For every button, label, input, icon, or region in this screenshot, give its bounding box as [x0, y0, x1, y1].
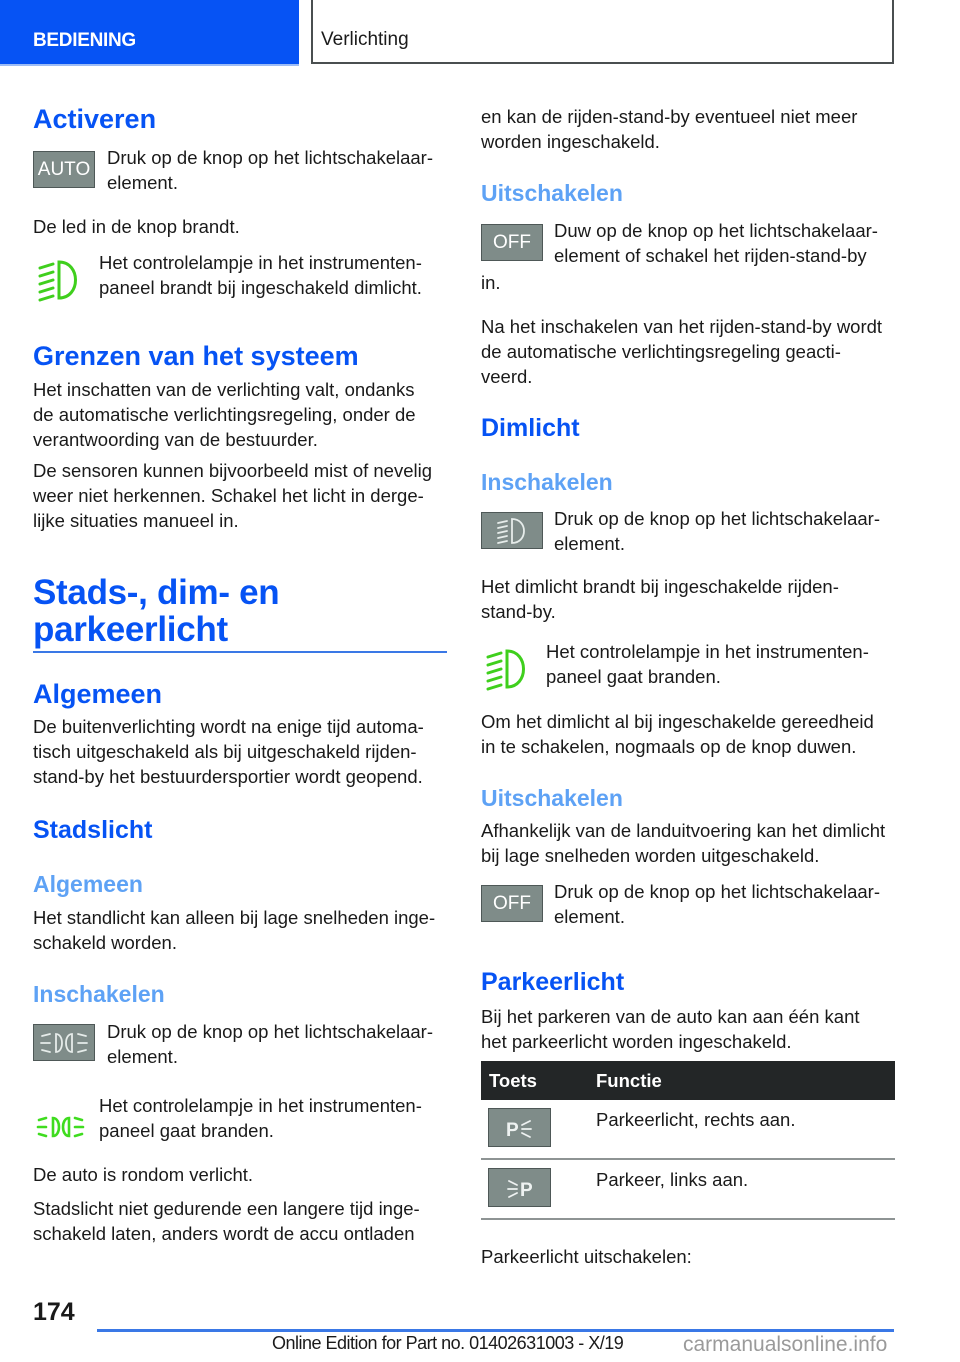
- text-line: veerd.: [481, 366, 533, 387]
- text-line: Afhankelijk van de landuitvoering kan het dimlicht: [481, 820, 886, 841]
- low-beam-indicator-icon: [35, 256, 87, 304]
- heading-parkeerlicht: Parkeerlicht: [481, 968, 625, 996]
- chapter-box: [311, 0, 894, 64]
- heading-stadslicht: Stadslicht: [33, 816, 153, 844]
- text-line: Om het dimlicht al bij ingeschakelde gereedheid: [481, 711, 874, 732]
- title-line: Stads-, dim- en: [33, 573, 280, 612]
- text-line: De sensoren kunnen bijvoorbeeld mist of nevelig: [33, 460, 433, 481]
- algemeen-paragraph: [33, 714, 448, 789]
- text-line: Druk op de knop op het lichtschakelaar-: [554, 881, 880, 902]
- heading-stadslicht-algemeen: Algemeen: [33, 871, 143, 897]
- off-button-icon: [481, 885, 543, 922]
- heading-stadslicht-inschakelen: Inschakelen: [33, 981, 165, 1007]
- text-line: element.: [554, 906, 625, 927]
- auto-label: AUTO: [37, 158, 91, 180]
- text-line: schakeld laten, anders wordt de accu ontladen: [33, 1223, 415, 1244]
- activeren-instruction: [107, 145, 433, 195]
- side-lights-icon: [36, 1028, 92, 1058]
- grenzen-paragraph-1: [33, 377, 448, 452]
- off-label: OFF: [493, 231, 531, 253]
- parking-lights-button-icon: [33, 1024, 95, 1061]
- text-line: Druk op de knop op het lichtschakelaar-: [107, 147, 433, 168]
- text-line: het parkeerlicht worden ingeschakeld.: [481, 1031, 792, 1052]
- text-line: weer niet herkennen. Schakel het licht in derge-: [33, 485, 424, 506]
- text-line: Druk op de knop op het lichtschakelaar-: [554, 508, 880, 529]
- text-line: stand-by het bestuurdersportier wordt geopend.: [33, 766, 423, 787]
- text-line: Druk op de knop op het lichtschakelaar-: [107, 1021, 433, 1042]
- heading-dimlicht-inschakelen: Inschakelen: [481, 469, 613, 495]
- heading-activeren: Activeren: [33, 104, 157, 134]
- text-line: element.: [554, 533, 625, 554]
- heading-dimlicht: Dimlicht: [481, 414, 580, 442]
- parking-left-glyph: [500, 1174, 540, 1202]
- watermark: carmanualsonline.info: [683, 1333, 888, 1356]
- stadslicht-algemeen-paragraph: [33, 905, 448, 955]
- text-line: bij lage snelheden worden uitgeschakeld.: [481, 845, 820, 866]
- svg-text:P: P: [505, 1119, 519, 1141]
- text-line: in te schakelen, nogmaals op de knop duwen.: [481, 736, 857, 757]
- text-line: Het dimlicht brandt bij ingeschakelde rijden-: [481, 576, 839, 597]
- dimlicht-paragraph-1: [481, 574, 895, 624]
- low-beam-icon: [492, 515, 532, 547]
- text-line: de automatische verlichtingsregeling geacti-: [481, 341, 841, 362]
- activeren-lamp-text: [99, 250, 422, 300]
- heading-algemeen: Algemeen: [33, 679, 163, 709]
- edition-text: Online Edition for Part no. 01402631003 - X/19: [272, 1333, 624, 1353]
- uitschakelen-instruction-tail: in.: [481, 272, 501, 293]
- text-line: Het inschatten van de verlichting valt, ondanks: [33, 379, 415, 400]
- text-line: De buitenverlichting wordt na enige tijd automa-: [33, 716, 424, 737]
- function-cell: Parkeerlicht, rechts aan.: [596, 1109, 796, 1130]
- section-divider: [33, 651, 447, 653]
- header-functie: Functie: [596, 1070, 662, 1091]
- parking-light-right-icon: [488, 1108, 551, 1147]
- section-tab-shadow: [0, 64, 299, 66]
- text-line: en kan de rijden-stand-by eventueel niet meer: [481, 106, 858, 127]
- led-text: De led in de knop brandt.: [33, 216, 240, 237]
- off-label: OFF: [493, 892, 531, 914]
- text-line: lijke situaties manueel in.: [33, 510, 239, 531]
- text-line: element of schakel het rijden-stand-by: [554, 245, 867, 266]
- parkeerlicht-paragraph: [481, 1004, 895, 1054]
- dimlicht-off-instruction: [554, 879, 880, 929]
- auto-button-icon: [33, 151, 95, 188]
- table-row: [481, 1160, 895, 1220]
- text-line: paneel brandt bij ingeschakeld dimlicht.: [99, 277, 422, 298]
- text-line: Het controlelampje in het instrumenten-: [546, 641, 869, 662]
- low-beam-button-icon: [481, 512, 543, 549]
- svg-text:P: P: [519, 1179, 533, 1201]
- dimlicht-paragraph-3: [481, 818, 895, 868]
- parkeerlicht-uitschakelen-text: Parkeerlicht uitschakelen:: [481, 1246, 692, 1267]
- text-line: worden ingeschakeld.: [481, 131, 660, 152]
- text-line: element.: [107, 172, 178, 193]
- dimlicht-paragraph-2: [481, 709, 895, 759]
- text-line: element.: [107, 1046, 178, 1067]
- text-line: Na het inschakelen van het rijden-stand-by wordt: [481, 316, 883, 337]
- rondom-verlicht-text: De auto is rondom verlicht.: [33, 1164, 254, 1185]
- side-lights-indicator-icon: [35, 1112, 87, 1142]
- header-toets: Toets: [489, 1070, 537, 1091]
- uitschakelen-paragraph: [481, 314, 895, 389]
- low-beam-indicator-icon: [483, 645, 535, 693]
- text-line: Bij het parkeren van de auto kan aan één kant: [481, 1006, 860, 1027]
- text-line: de automatische verlichtingsregeling, onder de: [33, 404, 416, 425]
- heading-dimlicht-uitschakelen: Uitschakelen: [481, 785, 623, 811]
- uitschakelen-instruction: [554, 218, 878, 268]
- text-line: schakeld worden.: [33, 932, 177, 953]
- function-cell: Parkeer, links aan.: [596, 1169, 749, 1190]
- stadslicht-instruction: [107, 1019, 433, 1069]
- text-line: Stadslicht niet gedurende een langere tijd inge-: [33, 1198, 420, 1219]
- page-number: 174: [33, 1298, 75, 1326]
- dimlicht-lamp-text: [546, 639, 869, 689]
- accu-warning-paragraph: [33, 1196, 448, 1246]
- section-tab: [0, 0, 299, 64]
- stadslicht-lamp-text: [99, 1093, 422, 1143]
- off-button-icon: [481, 224, 543, 261]
- text-line: paneel gaat branden.: [99, 1120, 274, 1141]
- parking-light-left-icon: [488, 1168, 551, 1207]
- dimlicht-instruction: [554, 506, 880, 556]
- text-line: Het controlelampje in het instrumenten-: [99, 252, 422, 273]
- text-line: paneel gaat branden.: [546, 666, 721, 687]
- text-line: verantwoording van de bestuurder.: [33, 429, 318, 450]
- text-line: Het controlelampje in het instrumenten-: [99, 1095, 422, 1116]
- text-line: Duw op de knop op het lichtschakelaar-: [554, 220, 878, 241]
- parking-right-glyph: [500, 1114, 540, 1142]
- title-line: parkeerlicht: [33, 610, 228, 649]
- text-line: Het standlicht kan alleen bij lage snelheden inge-: [33, 907, 436, 928]
- text-line: stand-by.: [481, 601, 556, 622]
- table-row: [481, 1100, 895, 1160]
- continued-paragraph: [481, 104, 895, 154]
- table-header: [481, 1061, 895, 1100]
- heading-uitschakelen: Uitschakelen: [481, 180, 623, 206]
- chapter-label: Verlichting: [321, 29, 409, 50]
- footer-divider: [97, 1329, 894, 1332]
- heading-stads-dim-parkeerlicht: [33, 574, 448, 648]
- section-label: BEDIENING: [33, 30, 136, 51]
- text-line: tisch uitgeschakeld als bij uitgeschakeld rijden-: [33, 741, 417, 762]
- parking-light-table: [481, 1061, 895, 1220]
- heading-grenzen: Grenzen van het systeem: [33, 341, 359, 371]
- grenzen-paragraph-2: [33, 458, 448, 533]
